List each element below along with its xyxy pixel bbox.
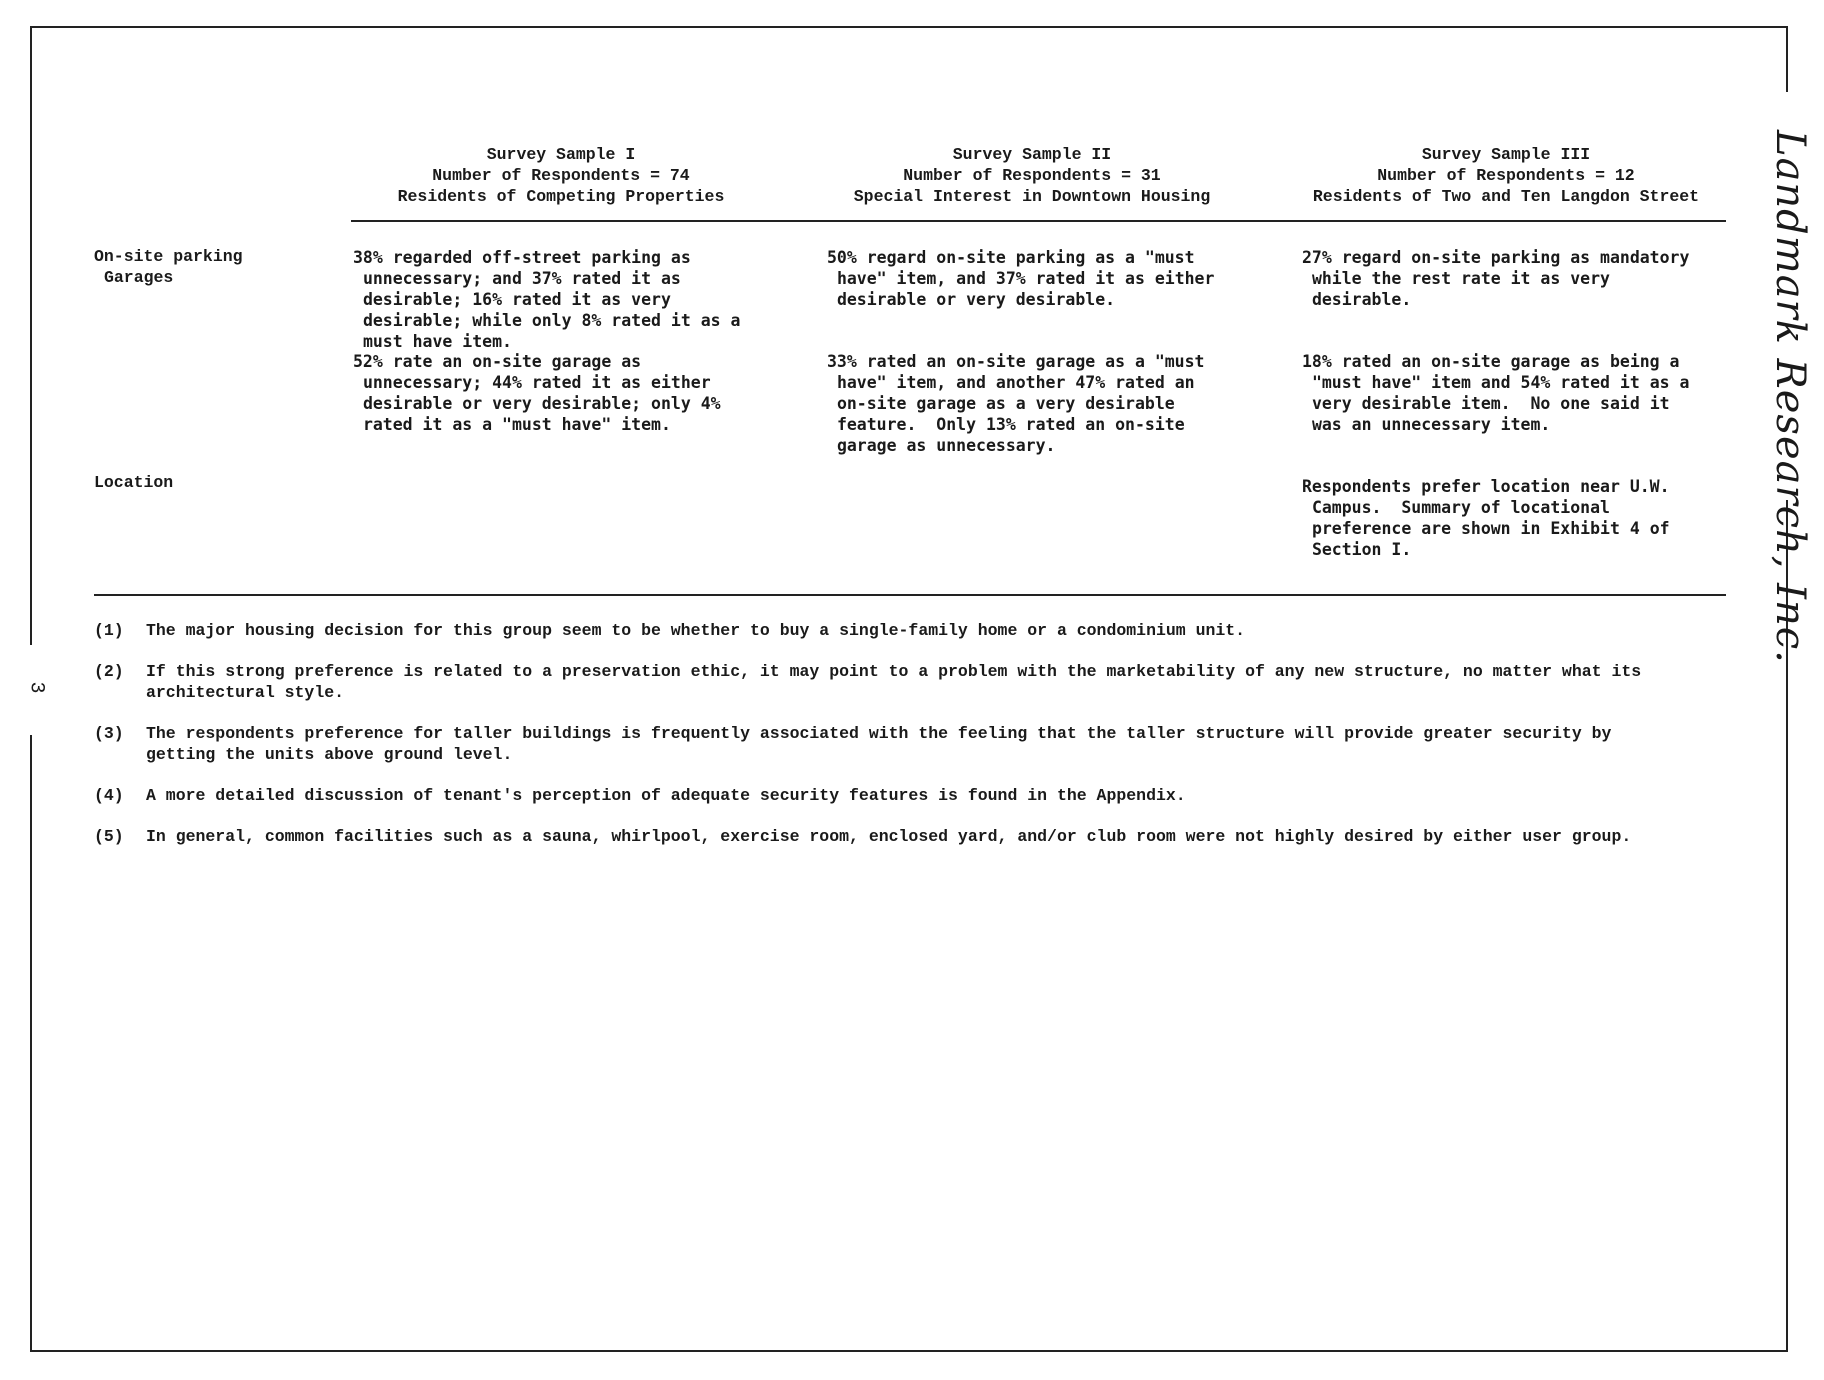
cell-garages-sample-2: 33% rated an on-site garage as a "must have" item, and another 47% rated an on-site garage as a very desirable feature. Only 13% rated an on-site garage as unnecessary. (827, 352, 1205, 455)
sample-title: Survey Sample II (952, 145, 1112, 164)
sample-title: Survey Sample I (486, 145, 636, 164)
footnote-text: If this strong preference is related to a preservation ethic, it may point to a problem with the marketability of any new structure, no matter what its architectural style. (146, 662, 1642, 702)
footnote-text: In general, common facilities such as a sauna, whirlpool, exercise room, enclosed yard, and/or club room were not highly desired by either user group. (146, 827, 1632, 846)
cell-location-sample-3: Respondents prefer location near U.W. Campus. Summary of locational preference are shown in Exhibit 4 of Section I. (1302, 477, 1670, 559)
sample-respondents: Number of Respondents = 12 (1377, 166, 1635, 185)
cell-garages-sample-1: 52% rate an on-site garage as unnecessary; 44% rated it as either desirable or very desirable; only 4% rated it as a "must have" item. (353, 352, 721, 434)
landmark-logo (1760, 130, 1820, 664)
column-header-sample-3 (1296, 144, 1716, 207)
cell-parking-sample-2: 50% regard on-site parking as a "must have" item, and 37% rated it as either desirable or very desirable. (827, 248, 1215, 309)
footnote-number: (3) (94, 724, 124, 743)
cell-parking-sample-3: 27% regard on-site parking as mandatory while the rest rate it as very desirable. (1302, 248, 1690, 309)
row-label-garages: Garages (104, 268, 174, 287)
footnote-number: (2) (94, 662, 124, 681)
column-header-sample-1 (351, 144, 771, 207)
footnote-number: (1) (94, 621, 124, 640)
sample-title: Survey Sample III (1421, 145, 1591, 164)
page-number: 3 (24, 681, 48, 694)
footnote-text: The major housing decision for this group seem to be whether to buy a single-family home or a condominium unit. (146, 621, 1246, 640)
sample-group: Residents of Competing Properties (397, 187, 725, 206)
sample-group: Special Interest in Downtown Housing (853, 187, 1211, 206)
row-label-location: Location (94, 473, 174, 492)
sample-respondents: Number of Respondents = 74 (432, 166, 690, 185)
footnote-text: A more detailed discussion of tenant's perception of adequate security features is found in the Appendix. (146, 786, 1186, 805)
cell-parking-sample-1: 38% regarded off-street parking as unnecessary; and 37% rated it as desirable; 16% rated it as very desirable; while only 8% rated it as a must have item. (353, 248, 741, 351)
footnote-number: (4) (94, 786, 124, 805)
row-label-parking: On-site parking (94, 247, 243, 266)
sample-group: Residents of Two and Ten Langdon Street (1312, 187, 1700, 206)
sample-respondents: Number of Respondents = 31 (903, 166, 1161, 185)
column-header-sample-2 (822, 144, 1242, 207)
header-rule (351, 220, 1726, 222)
logo-signature: Landmark Research, Inc. (1767, 130, 1813, 664)
table-bottom-rule (94, 594, 1726, 596)
cell-garages-sample-3: 18% rated an on-site garage as being a "must have" item and 54% rated it as a very desirable item. No one said it was an unnecessary item. (1302, 352, 1690, 434)
footnote-text: The respondents preference for taller buildings is frequently associated with the feeling that the taller structure will provide greater security by getting the units above ground level. (146, 724, 1612, 764)
footnote-number: (5) (94, 827, 124, 846)
